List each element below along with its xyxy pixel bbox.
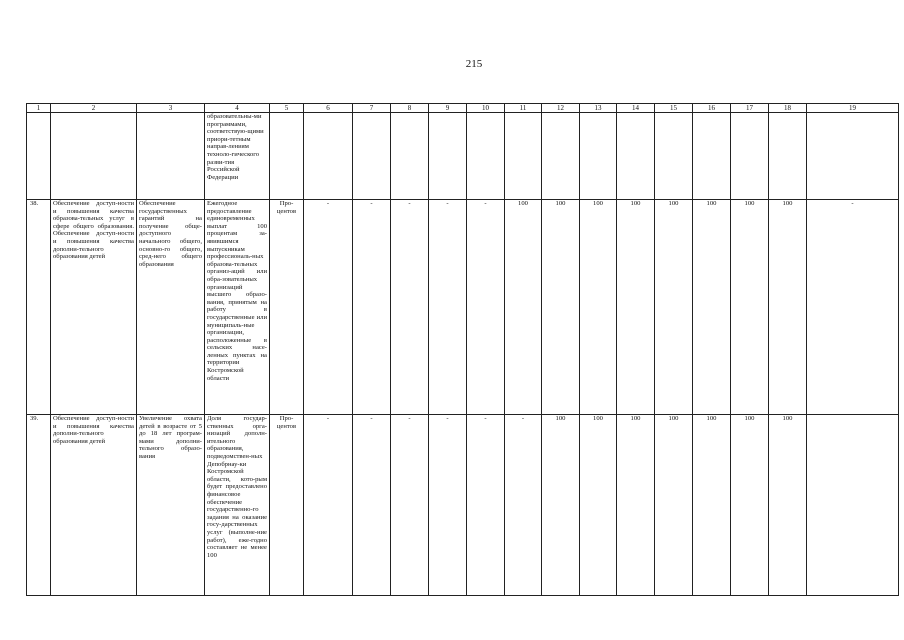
value-cell: 100 [655,200,693,415]
indicator-cell: Ежегодное предоставление единовременных выплат 100 процентам за-явившимся выпускникам профессиональ-ных образова-тельных организ-аций или обра-зовательных организаций высшего образо-вания, принятым на работу в государственные или муниципаль-ные организации, расположенные в сельских насе-ленных пунктах на территории Костромской области [205,200,270,415]
value-cell: 100 [693,415,731,596]
value-cell: - [353,200,391,415]
value-cell: - [391,200,429,415]
value-cell: 100 [505,200,542,415]
column-header: 8 [391,104,429,113]
table-row [27,200,899,415]
value-cell: 100 [542,200,580,415]
value-cell: - [505,415,542,596]
column-header: 14 [617,104,655,113]
value-cell: - [807,200,899,415]
column-header: 6 [304,104,353,113]
task-cell: Обеспечение доступ-ности и повышения качества образова-тельных услуг в сфере общего образования. Обеспечение доступ-ности и повышения качества дополни-тельного образования детей [51,200,137,415]
column-header: 1 [27,104,51,113]
column-header: 4 [205,104,270,113]
column-header: 5 [270,104,304,113]
event-cell: Увеличение охвата детей в возрасте от 5 до 18 лет програм-мами дополни-тельного образо-вания [137,415,205,596]
task-cell: Обеспечение доступ-ности и повышения качества дополни-тельного образования детей [51,415,137,596]
value-cell: 100 [655,415,693,596]
column-header: 19 [807,104,899,113]
table-row-continuation [27,113,899,200]
column-header: 18 [769,104,807,113]
unit-cell: Про-центов [270,415,304,596]
column-header: 9 [429,104,467,113]
value-cell: 100 [580,200,617,415]
unit-cell: Про-центов [270,200,304,415]
value-cell: 100 [617,200,655,415]
value-cell: 100 [731,200,769,415]
value-cell: 100 [617,415,655,596]
column-header: 15 [655,104,693,113]
value-cell: 100 [580,415,617,596]
value-cell: 100 [693,200,731,415]
row-number: 38. [27,200,51,415]
value-cell: - [429,200,467,415]
page-number: 215 [465,58,483,70]
column-header: 11 [505,104,542,113]
table-row [27,415,899,596]
event-cell: Обеспечение государственных гарантий на получение обще-доступного начального общего, основно-го общего, сред-него общего образования [137,200,205,415]
value-cell: - [467,200,505,415]
indicator-cell: образовательны-ми программами, соответствую-щими приори-тетным направ-лениям техноло-гического разви-тия Российской Федерации [205,113,270,200]
value-cell: - [304,415,353,596]
column-header: 2 [51,104,137,113]
value-cell: - [391,415,429,596]
column-header: 16 [693,104,731,113]
column-header: 17 [731,104,769,113]
value-cell: 100 [542,415,580,596]
value-cell: 100 [769,200,807,415]
value-cell: - [467,415,505,596]
value-cell: - [304,200,353,415]
column-header: 13 [580,104,617,113]
column-header: 7 [353,104,391,113]
indicator-table [26,103,899,596]
indicator-cell: Доля государ-ственных орга-низаций дополн-ительного образования, подведомствен-ных Депобрнау-ки Костромской области, кото-рым будет предоставлено финансовое обеспечение государственно-го задания на оказание госу-дарственных услуг (выполне-ние работ), еже-годно составляет не менее 100 [205,415,270,596]
value-cell: 100 [769,415,807,596]
header-row [27,104,899,113]
value-cell: - [429,415,467,596]
value-cell [807,415,899,596]
column-header: 10 [467,104,505,113]
column-header: 3 [137,104,205,113]
value-cell: - [353,415,391,596]
row-number: 39. [27,415,51,596]
value-cell: 100 [731,415,769,596]
column-header: 12 [542,104,580,113]
